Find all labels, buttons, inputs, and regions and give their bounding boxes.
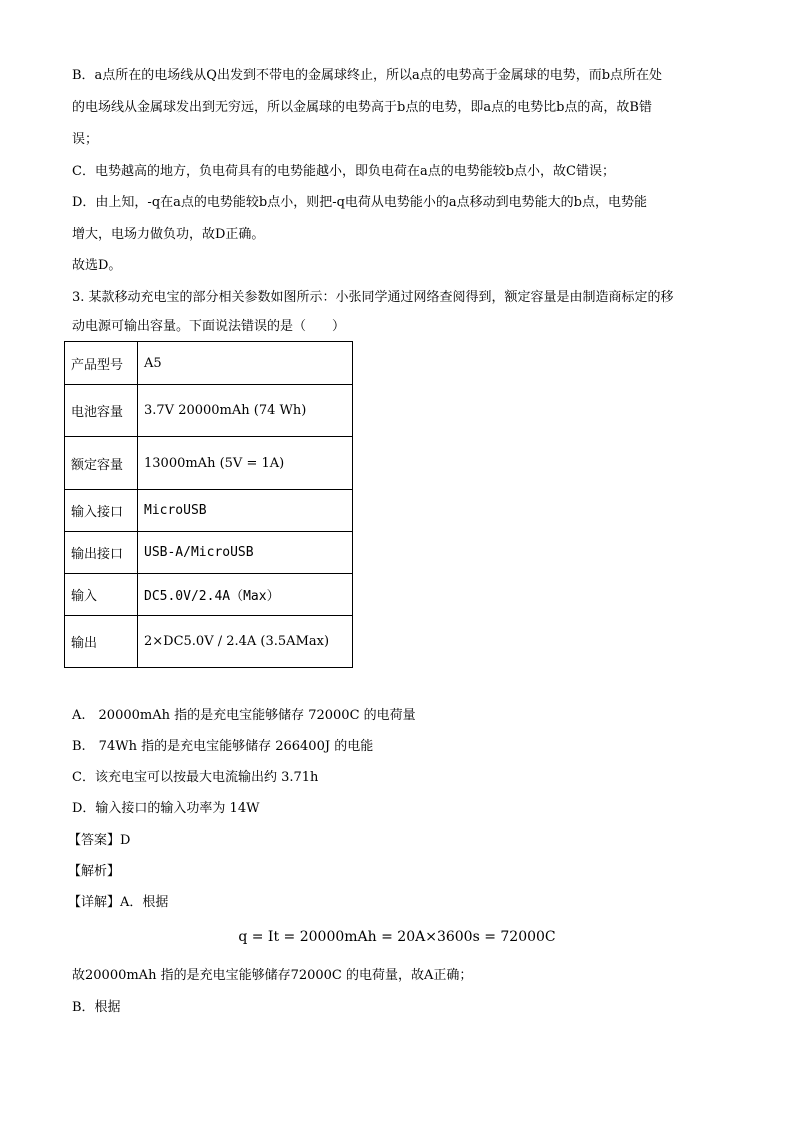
spec-value: 3.7V 20000mAh (74 Wh)	[138, 385, 353, 437]
spec-key: 输出接口	[65, 532, 138, 574]
conclusion-a: 故20000mAh 指的是充电宝能够储存72000C 的电荷量，故A正确；	[72, 968, 473, 983]
spec-value: DC5.0V/2.4A（Max）	[138, 574, 353, 616]
spec-key: 额定容量	[65, 437, 138, 490]
option-a: A. 20000mAh 指的是充电宝能够储存 72000C 的电荷量	[72, 708, 416, 723]
question-3-stem-line-1: 3. 某款移动充电宝的部分相关参数如图所示：小张同学通过网络查阅得到，额定容量是由制造商标定的移	[72, 290, 674, 305]
charge-formula: q = It = 20000mAh = 20A×3600s = 72000C	[238, 929, 556, 945]
spec-key: 输入接口	[65, 490, 138, 532]
table-row	[65, 490, 353, 532]
table-row	[65, 437, 353, 490]
spec-key: 产品型号	[65, 342, 138, 385]
spec-value: 2×DC5.0V / 2.4A (3.5AMax)	[138, 616, 353, 668]
detail-b-label: B．根据	[72, 1000, 121, 1015]
spec-value: USB-A/MicroUSB	[138, 532, 353, 574]
spec-key: 输入	[65, 574, 138, 616]
analysis-label: 【解析】	[68, 864, 121, 879]
table-row	[65, 385, 353, 437]
spec-key: 电池容量	[65, 385, 138, 437]
table-row	[65, 342, 353, 385]
table-row	[65, 532, 353, 574]
option-d-explanation-line-1: D．由上知，-q在a点的电势能较b点小，则把-q电荷从电势能小的a点移动到电势能大的b点，电势能	[72, 195, 647, 210]
option-d-explanation-line-2: 增大，电场力做负功，故D正确。	[72, 227, 265, 242]
answer-label: 【答案】D	[68, 833, 131, 848]
spec-key: 输出	[65, 616, 138, 668]
power-bank-spec-table	[64, 341, 353, 668]
choose-answer-line: 故选D。	[72, 258, 122, 273]
spec-value: 13000mAh (5V = 1A)	[138, 437, 353, 490]
detail-a-label: 【详解】A．根据	[68, 895, 169, 910]
spec-value: MicroUSB	[138, 490, 353, 532]
option-c: C．该充电宝可以按最大电流输出约 3.71h	[72, 770, 319, 785]
table-row	[65, 616, 353, 668]
table-row	[65, 574, 353, 616]
option-b: B. 74Wh 指的是充电宝能够储存 266400J 的电能	[72, 739, 374, 754]
spec-value: A5	[138, 342, 353, 385]
question-3-stem-line-2: 动电源可输出容量。下面说法错误的是（ ）	[72, 319, 346, 334]
option-b-explanation-line-2: 的电场线从金属球发出到无穷远，所以金属球的电势高于b点的电势，即a点的电势比b点的高，故B错	[72, 100, 652, 115]
option-c-explanation: C．电势越高的地方，负电荷具有的电势能越小，即负电荷在a点的电势能较b点小，故C错误；	[72, 164, 615, 179]
option-d: D．输入接口的输入功率为 14W	[72, 801, 260, 816]
option-b-explanation-line-3: 误；	[72, 132, 99, 147]
option-b-explanation-line-1: B．a点所在的电场线从Q出发到不带电的金属球终止，所以a点的电势高于金属球的电势，而b点所在处	[72, 68, 663, 83]
